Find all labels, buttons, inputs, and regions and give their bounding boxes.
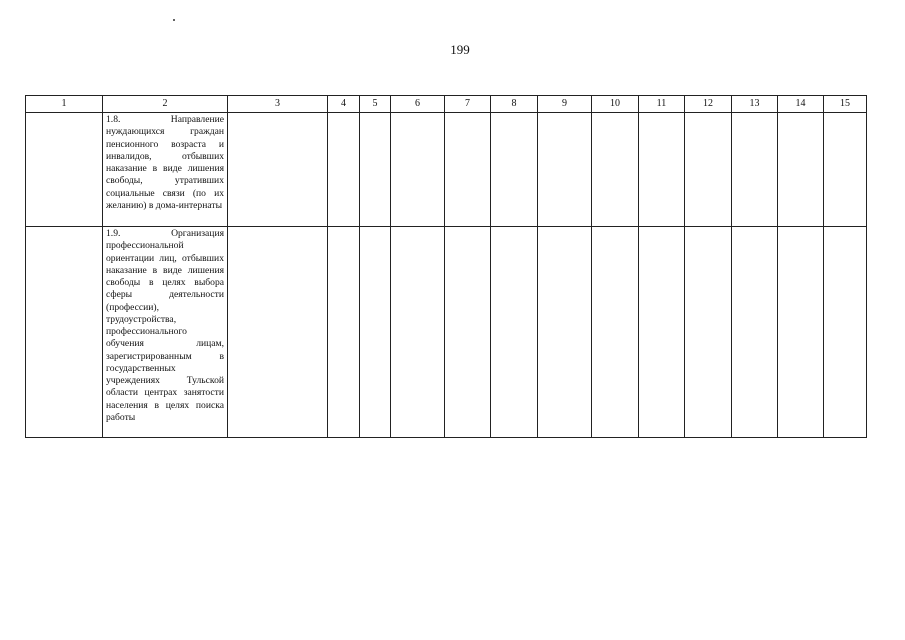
column-header-6: 6 [391,96,445,113]
cell-empty [824,227,867,438]
column-header-11: 11 [639,96,685,113]
column-header-9: 9 [538,96,592,113]
column-header-5: 5 [360,96,391,113]
cell-empty [228,113,328,227]
cell-empty [491,113,538,227]
cell-empty [824,113,867,227]
cell-description [103,227,228,438]
page-number: 199 [450,42,470,57]
column-header-1: 1 [26,96,103,113]
column-header-2: 2 [103,96,228,113]
cell-col1 [26,113,103,227]
cell-empty [360,227,391,438]
cell-empty [592,227,639,438]
cell-empty [778,227,824,438]
cell-empty [391,113,445,227]
column-header-14: 14 [778,96,824,113]
cell-empty [360,113,391,227]
cell-empty [732,227,778,438]
cell-col1 [26,227,103,438]
cell-empty [639,227,685,438]
cell-empty [778,113,824,227]
cell-empty [685,227,732,438]
cell-empty [538,227,592,438]
scan-speck [173,19,175,21]
cell-empty [445,227,491,438]
column-header-3: 3 [228,96,328,113]
column-header-4: 4 [328,96,360,113]
cell-empty [228,227,328,438]
header-row [26,96,867,113]
column-header-10: 10 [592,96,639,113]
column-header-8: 8 [491,96,538,113]
cell-empty [328,113,360,227]
column-header-7: 7 [445,96,491,113]
cell-empty [491,227,538,438]
cell-empty [445,113,491,227]
column-header-15: 15 [824,96,867,113]
cell-empty [685,113,732,227]
row-description-text: 1.9. Организация профессиональной ориентации лиц, отбывших наказание в виде лишения свободы в целях выбора сферы деятельности (профессии), трудоустройства, профессионального обучения лицам, зарегистрированным в государственных учреждениях Тульской области центрах занятости населения в целях поиска работы [106,228,224,423]
cell-empty [328,227,360,438]
cell-empty [538,113,592,227]
cell-empty [592,113,639,227]
cell-description [103,113,228,227]
plan-table [25,95,867,438]
row-description-text: 1.8. Направление нуждающихся граждан пенсионного возраста и инвалидов, отбывших наказание в виде лишения свободы, утративших социальные связи (по их желанию) в дома-интернаты [106,114,224,211]
table-row-1-8 [26,113,867,227]
table-row-1-9 [26,227,867,438]
cell-empty [639,113,685,227]
cell-empty [391,227,445,438]
column-header-13: 13 [732,96,778,113]
cell-empty [732,113,778,227]
column-header-12: 12 [685,96,732,113]
